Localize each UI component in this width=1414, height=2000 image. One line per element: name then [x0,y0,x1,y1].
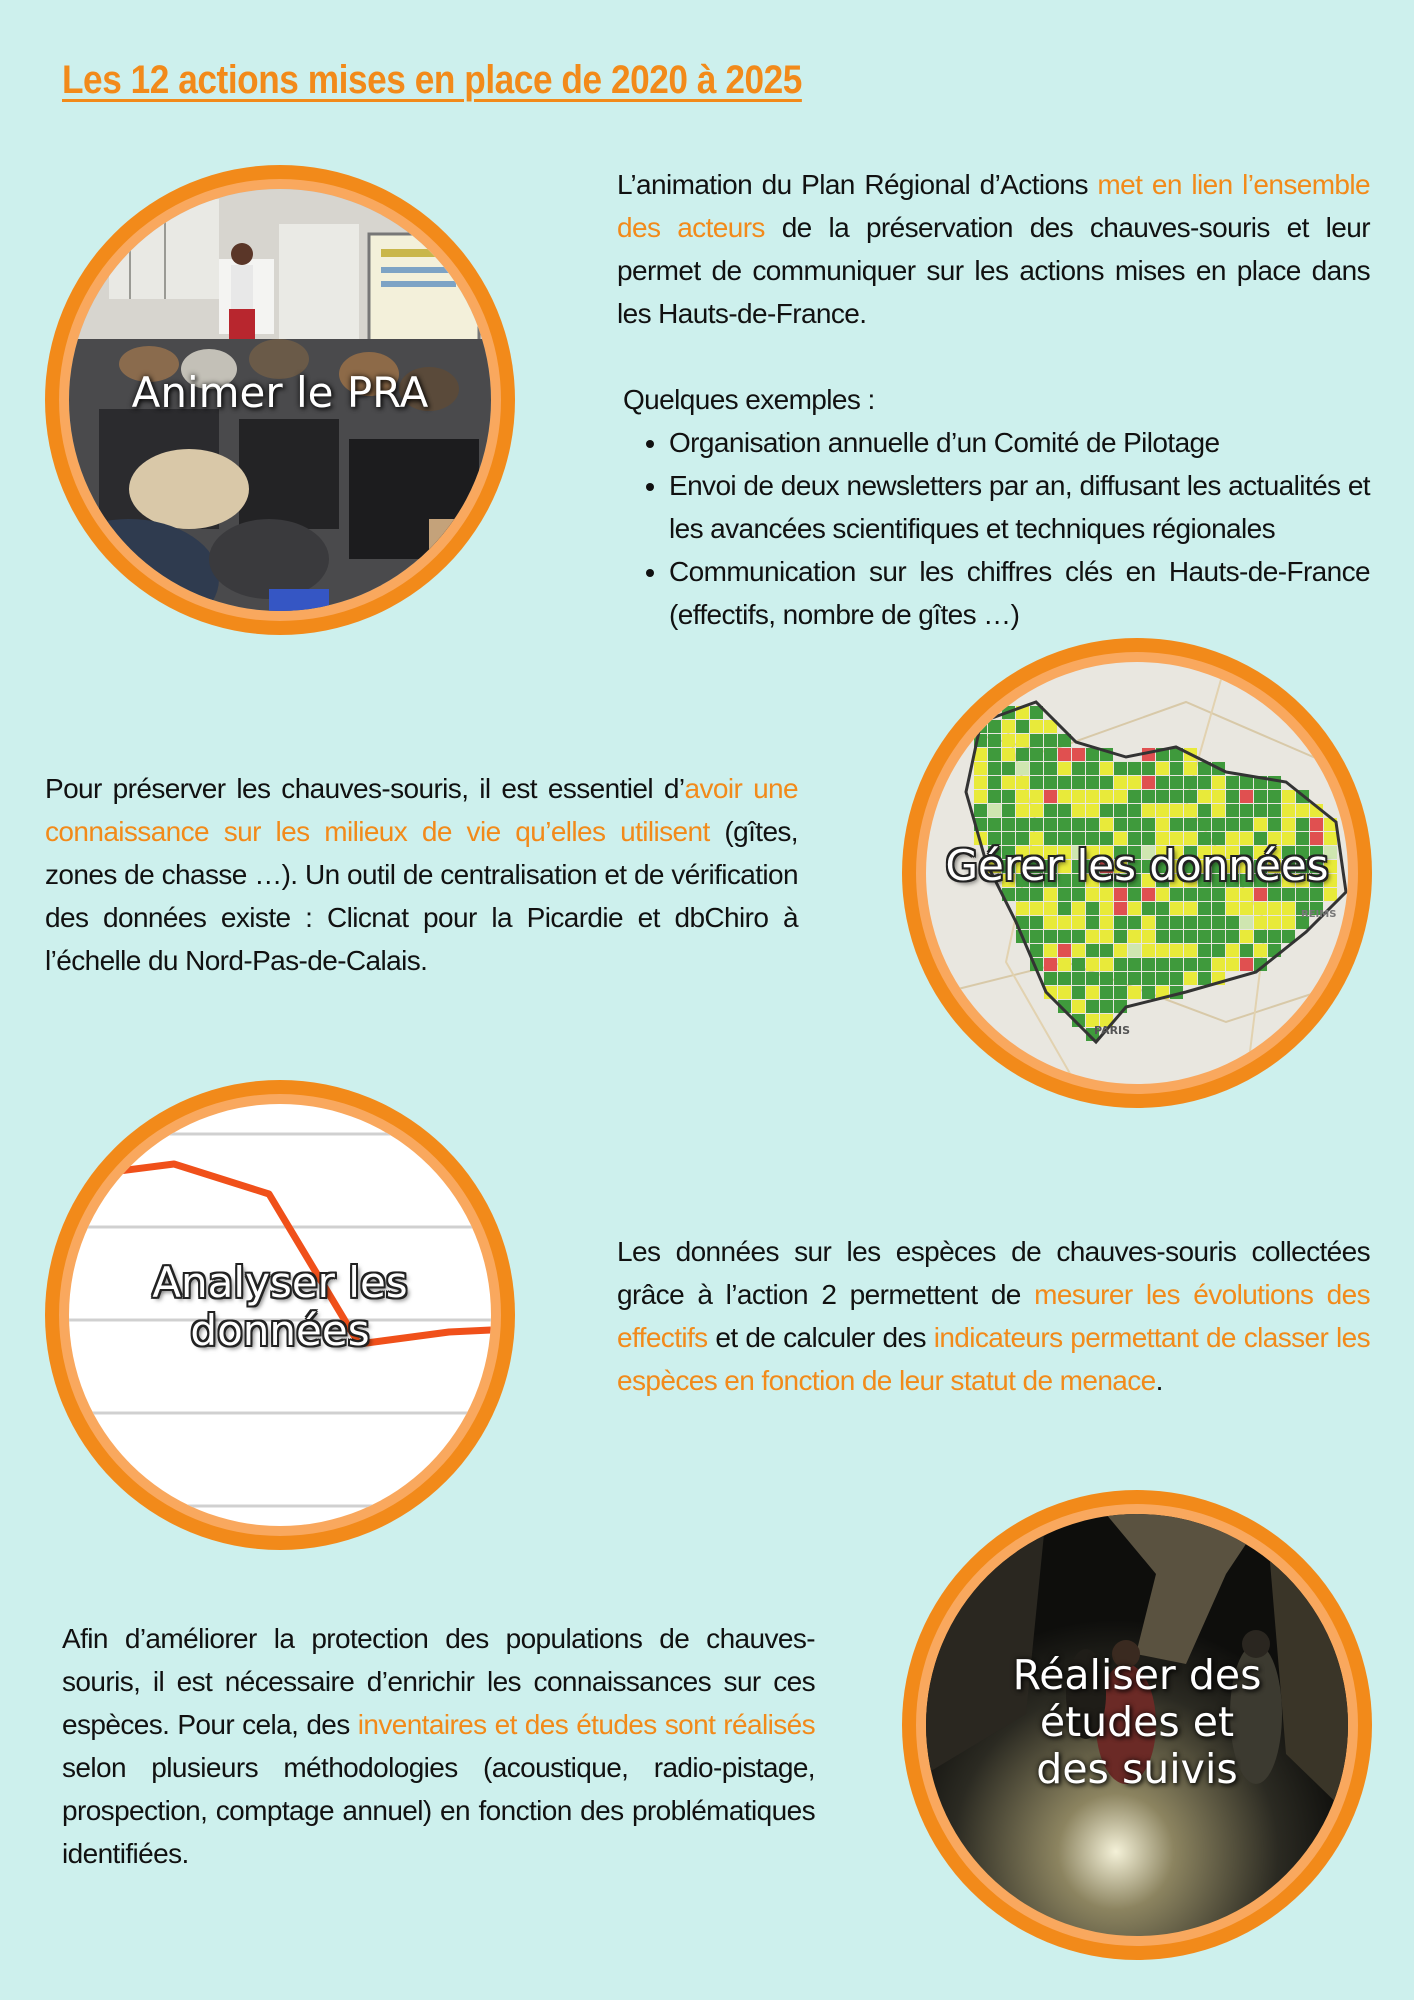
map-grid-cell [1198,818,1211,831]
map-grid-cell [1128,762,1141,775]
map-grid-cell [1016,776,1029,789]
map-grid-cell [1226,916,1239,929]
map-grid-cell [1184,762,1197,775]
analyser-donnees-chart-circle [45,1080,515,1550]
map-grid-cell [1254,804,1267,817]
map-grid-cell [1100,804,1113,817]
map-grid-cell [1226,776,1239,789]
map-grid-cell [1212,916,1225,929]
map-grid-cell [1002,762,1015,775]
map-grid-cell [1058,958,1071,971]
gerer-donnees-text [45,767,798,982]
map-grid-cell [1086,804,1099,817]
map-grid-cell [1114,972,1127,985]
map-grid-cell [1142,818,1155,831]
map-grid-cell [1086,972,1099,985]
map-grid-cell [1226,902,1239,915]
region-grid-map [926,662,1348,1084]
map-grid-cell [1044,776,1057,789]
analyser-donnees-text-end: . [1155,1365,1163,1396]
map-grid-cell [1282,902,1295,915]
map-grid-cell [1072,1000,1085,1013]
map-grid-cell [1030,776,1043,789]
map-grid-cell [1100,958,1113,971]
map-grid-cell [1058,748,1071,761]
map-grid-cell [1072,776,1085,789]
map-grid-cell [1086,986,1099,999]
list-item: • Envoi de deux newsletters par an, diffusant les actualités et les avancées scientifiques et techniques régionales [669,464,1370,550]
map-grid-cell [1296,818,1309,831]
map-grid-cell [1184,902,1197,915]
map-grid-cell [988,804,1001,817]
map-grid-cell [1086,902,1099,915]
map-grid-cell [1044,790,1057,803]
map-grid-cell [1086,818,1099,831]
meeting-photo [69,189,491,611]
map-grid-cell [1282,818,1295,831]
map-grid-cell [1100,1000,1113,1013]
map-grid-cell [1156,818,1169,831]
etudes-suivis-label-line1: Réaliser des [1012,1651,1262,1699]
map-grid-cell [1030,720,1043,733]
map-grid-cell [1282,790,1295,803]
map-grid-cell [1268,790,1281,803]
map-grid-cell [1044,748,1057,761]
analyser-donnees-text [617,1230,1370,1402]
map-grid-cell [1198,972,1211,985]
map-grid-cell [1002,790,1015,803]
page-title: Les 12 actions mises en place de 2020 à 2025 [62,58,802,102]
map-grid-cell [1114,818,1127,831]
map-grid-cell [1016,804,1029,817]
map-grid-cell [1142,762,1155,775]
map-grid-cell [1170,930,1183,943]
map-grid-cell [1170,776,1183,789]
map-grid-cell [1226,944,1239,957]
map-grid-cell [1058,776,1071,789]
map-grid-cell [1086,748,1099,761]
map-grid-cell [1254,902,1267,915]
map-grid-cell [1086,1000,1099,1013]
map-grid-cell [1086,762,1099,775]
map-grid-cell [1226,804,1239,817]
map-grid-cell [1156,902,1169,915]
map-grid-cell [1072,972,1085,985]
animer-pra-photo-circle [45,165,515,635]
gerer-donnees-text-end: (gîtes, zones de chasse …). Un outil de centralisation et de vérification des données existe : Clicnat pour la Picardie et dbChiro à l’échelle du Nord-Pas-de-Calais. [45,816,798,976]
map-grid-cell [1156,804,1169,817]
map-grid-cell [1282,804,1295,817]
map-grid-cell [1128,972,1141,985]
map-grid-cell [1198,790,1211,803]
map-grid-cell [1156,916,1169,929]
map-grid-cell [1100,986,1113,999]
map-grid-cell [1058,930,1071,943]
map-grid-cell [1058,818,1071,831]
map-grid-cell [1100,944,1113,957]
analyser-donnees-text-start: Les données sur les espèces de chauves-souris collectées grâce à l’action 2 permettent de [617,1236,1370,1310]
analyser-donnees-label-line1: Analyser les [152,1258,408,1307]
map-grid-cell [1170,762,1183,775]
map-grid-cell [1128,986,1141,999]
animer-pra-text [617,163,1370,636]
map-grid-cell [1030,944,1043,957]
map-grid-cell [1058,790,1071,803]
etudes-suivis-photo-circle [902,1490,1372,1960]
map-grid-cell [1184,916,1197,929]
map-grid-cell [1044,916,1057,929]
map-grid-cell [1044,902,1057,915]
map-grid-cell [1114,804,1127,817]
map-grid-cell [1240,804,1253,817]
map-grid-cell [1198,804,1211,817]
map-grid-cell [974,790,987,803]
map-grid-cell [1240,930,1253,943]
map-grid-cell [1268,902,1281,915]
map-grid-cell [1016,762,1029,775]
list-item: • Organisation annuelle d’un Comité de Pilotage [669,421,1370,464]
map-grid-cell [1268,930,1281,943]
animer-pra-label: Animer le PRA [131,368,429,417]
analyser-donnees-text-middle: et de calculer des [707,1322,934,1353]
map-grid-cell [1030,734,1043,747]
map-grid-cell [988,762,1001,775]
map-grid-cell [1156,762,1169,775]
map-grid-cell [1016,734,1029,747]
map-grid-cell [1044,818,1057,831]
map-grid-cell [988,734,1001,747]
map-grid-cell [1044,930,1057,943]
map-grid-cell [1198,916,1211,929]
map-grid-cell [1142,972,1155,985]
map-grid-cell [1142,944,1155,957]
map-grid-cell [1072,804,1085,817]
map-grid-cell [1128,818,1141,831]
map-grid-cell [1072,748,1085,761]
map-grid-cell [1254,818,1267,831]
etudes-suivis-highlight: inventaires et des études sont réalisés [357,1709,815,1740]
map-city-paris: PARIS [1094,1024,1131,1037]
map-grid-cell [1156,972,1169,985]
etudes-suivis-label-line2: études et [1039,1698,1235,1747]
gerer-donnees-highlight: avoir une connaissance sur les milieux de vie qu’elles utilisent [45,773,798,847]
map-grid-cell [1114,916,1127,929]
map-grid-cell [1170,790,1183,803]
map-grid-cell [1142,790,1155,803]
analyser-donnees-highlight-2: indicateurs permettant de classer les espèces en fonction de leur statut de menace [617,1322,1370,1396]
map-grid-cell [1086,916,1099,929]
map-grid-cell [1100,790,1113,803]
animer-pra-text-end: de la préservation des chauves-souris et leur permet de communiquer sur les actions mises en place dans les Hauts-de-France. [617,212,1370,329]
map-grid-cell [974,776,987,789]
map-grid-cell [1072,790,1085,803]
map-grid-cell [1240,916,1253,929]
map-grid-cell [1170,818,1183,831]
map-grid-cell [1072,902,1085,915]
map-grid-cell [1142,986,1155,999]
map-grid-cell [1030,748,1043,761]
map-grid-cell [1156,930,1169,943]
map-grid-cell [1030,790,1043,803]
analyser-donnees-highlight-1: mesurer les évolutions des effectifs [617,1279,1370,1353]
map-grid-cell [1198,776,1211,789]
map-grid-cell [1212,804,1225,817]
gerer-donnees-map-circle [902,638,1372,1108]
map-grid-cell [1128,930,1141,943]
etudes-suivis-label-line3: des suivis [1036,1745,1238,1794]
map-grid-cell [1240,944,1253,957]
map-grid-cell [988,818,1001,831]
map-grid-cell [1226,818,1239,831]
map-grid-cell [1156,944,1169,957]
etudes-suivis-text-start: Afin d’améliorer la protection des populations de chauves-souris, il est nécessaire d’enrichir les connaissances sur ces espèces. Pour cela, des [62,1623,815,1740]
examples-list [617,421,1370,636]
map-grid-cell [1226,930,1239,943]
map-grid-cell [1296,804,1309,817]
map-grid-cell [1212,790,1225,803]
etudes-suivis-text [62,1617,815,1875]
map-grid-cell [1170,902,1183,915]
map-grid-cell [1142,958,1155,971]
map-grid-cell [1086,790,1099,803]
map-grid-cell [1100,972,1113,985]
map-grid-cell [1226,958,1239,971]
map-grid-cell [1142,930,1155,943]
map-grid-cell [1016,748,1029,761]
map-grid-cell [1058,762,1071,775]
map-grid-cell [1142,804,1155,817]
map-grid-cell [1212,818,1225,831]
examples-intro: Quelques exemples : [623,384,875,415]
map-grid-cell [1072,818,1085,831]
map-grid-cell [1198,930,1211,943]
gerer-donnees-label: Gérer les données [945,841,1329,890]
map-city-reims: REIMS [1301,909,1337,920]
map-grid-cell [1212,776,1225,789]
map-grid-cell [1198,944,1211,957]
map-grid-cell [1114,762,1127,775]
analyser-donnees-label-line2: données [190,1306,370,1356]
map-grid-cell [1058,916,1071,929]
map-grid-cell [1198,902,1211,915]
map-grid-cell [1100,930,1113,943]
map-grid-cell [1282,916,1295,929]
map-grid-cell [1142,916,1155,929]
map-grid-cell [1016,790,1029,803]
map-grid-cell [974,762,987,775]
map-grid-cell [1086,930,1099,943]
map-grid-cell [1044,972,1057,985]
map-grid-cell [1002,734,1015,747]
map-grid-cell [1128,916,1141,929]
map-grid-cell [1114,776,1127,789]
map-grid-cell [1198,958,1211,971]
map-grid-cell [1086,958,1099,971]
map-grid-cell [1212,902,1225,915]
map-grid-cell [1044,804,1057,817]
gerer-donnees-text-start: Pour préserver les chauves-souris, il est essentiel d’ [45,773,685,804]
map-grid-cell [1184,972,1197,985]
map-grid-cell [1240,776,1253,789]
map-grid-cell [988,790,1001,803]
map-grid-cell [1254,930,1267,943]
map-grid-cell [1254,944,1267,957]
map-grid-cell [1212,944,1225,957]
map-grid-cell [1170,804,1183,817]
map-grid-cell [988,776,1001,789]
map-grid-cell [1072,916,1085,929]
list-item: • Communication sur les chiffres clés en Hauts-de-France (effectifs, nombre de gîtes …) [669,550,1370,636]
etudes-suivis-text-end: selon plusieurs méthodologies (acoustique, radio-pistage, prospection, comptage annuel) en fonction des problématiques identifiées. [62,1752,815,1869]
map-grid-cell [1072,958,1085,971]
animer-pra-highlight: met en lien l’ensemble des acteurs [617,169,1370,243]
map-grid-cell [1184,776,1197,789]
map-grid-cell [1100,818,1113,831]
map-grid-cell [1142,902,1155,915]
map-grid-cell [1128,804,1141,817]
map-grid-cell [1072,930,1085,943]
map-grid-cell [1100,902,1113,915]
map-grid-cell [1114,958,1127,971]
map-grid-cell [1002,804,1015,817]
map-grid-cell [1114,930,1127,943]
map-grid-cell [1128,944,1141,957]
map-grid-cell [1156,790,1169,803]
map-grid-cell [1058,902,1071,915]
animer-pra-text-start: L’animation du Plan Régional d’Actions [617,169,1098,200]
map-grid-cell [1016,720,1029,733]
map-grid-cell [1184,818,1197,831]
map-grid-cell [1212,958,1225,971]
map-grid-cell [1170,972,1183,985]
map-grid-cell [1114,790,1127,803]
map-grid-cell [1128,776,1141,789]
map-grid-cell [1030,804,1043,817]
map-grid-cell [988,748,1001,761]
map-grid-cell [1030,818,1043,831]
map-grid-cell [1072,986,1085,999]
map-grid-cell [1254,916,1267,929]
map-grid-cell [1156,958,1169,971]
map-grid-cell [1058,986,1071,999]
map-grid-cell [1044,762,1057,775]
map-grid-cell [1128,958,1141,971]
map-grid-cell [1002,776,1015,789]
map-grid-cell [1030,930,1043,943]
map-grid-cell [1268,916,1281,929]
trend-graphic [69,1104,491,1526]
map-grid-cell [1170,916,1183,929]
map-grid-cell [1268,804,1281,817]
map-grid-cell [1114,902,1127,915]
map-grid-cell [1030,902,1043,915]
map-grid-cell [1044,734,1057,747]
map-grid-cell [1100,762,1113,775]
map-grid-cell [1240,818,1253,831]
map-grid-cell [1310,818,1323,831]
map-grid-cell [1072,762,1085,775]
map-grid-cell [1128,902,1141,915]
map-grid-cell [1086,944,1099,957]
map-grid-cell [1114,986,1127,999]
map-grid-cell [1268,818,1281,831]
map-grid-cell [1016,818,1029,831]
map-grid-cell [1240,902,1253,915]
map-grid-cell [1170,944,1183,957]
map-grid-cell [988,720,1001,733]
cave-photo [926,1514,1348,1936]
map-grid-cell [1002,748,1015,761]
map-grid-cell [1226,790,1239,803]
map-grid-cell [1100,916,1113,929]
map-grid-cell [1058,972,1071,985]
map-grid-cell [1212,930,1225,943]
map-grid-cell [1240,790,1253,803]
map-grid-cell [1058,944,1071,957]
map-grid-cell [1142,776,1155,789]
map-grid-cell [1156,776,1169,789]
map-grid-cell [1184,958,1197,971]
map-grid-cell [1030,916,1043,929]
map-grid-cell [1170,958,1183,971]
map-grid-cell [1044,958,1057,971]
map-grid-cell [1254,790,1267,803]
map-grid-cell [1184,790,1197,803]
map-grid-cell [1128,790,1141,803]
map-grid-cell [1058,804,1071,817]
map-grid-cell [1044,944,1057,957]
map-grid-cell [1016,902,1029,915]
map-grid-cell [1184,944,1197,957]
map-grid-cell [1240,958,1253,971]
map-grid-cell [1030,762,1043,775]
map-grid-cell [974,804,987,817]
map-grid-cell [1100,776,1113,789]
map-grid-cell [1002,818,1015,831]
map-grid-cell [1002,720,1015,733]
map-grid-cell [1114,944,1127,957]
map-grid-cell [1184,930,1197,943]
map-grid-cell [1072,944,1085,957]
map-grid-cell [1184,804,1197,817]
map-grid-cell [1086,776,1099,789]
